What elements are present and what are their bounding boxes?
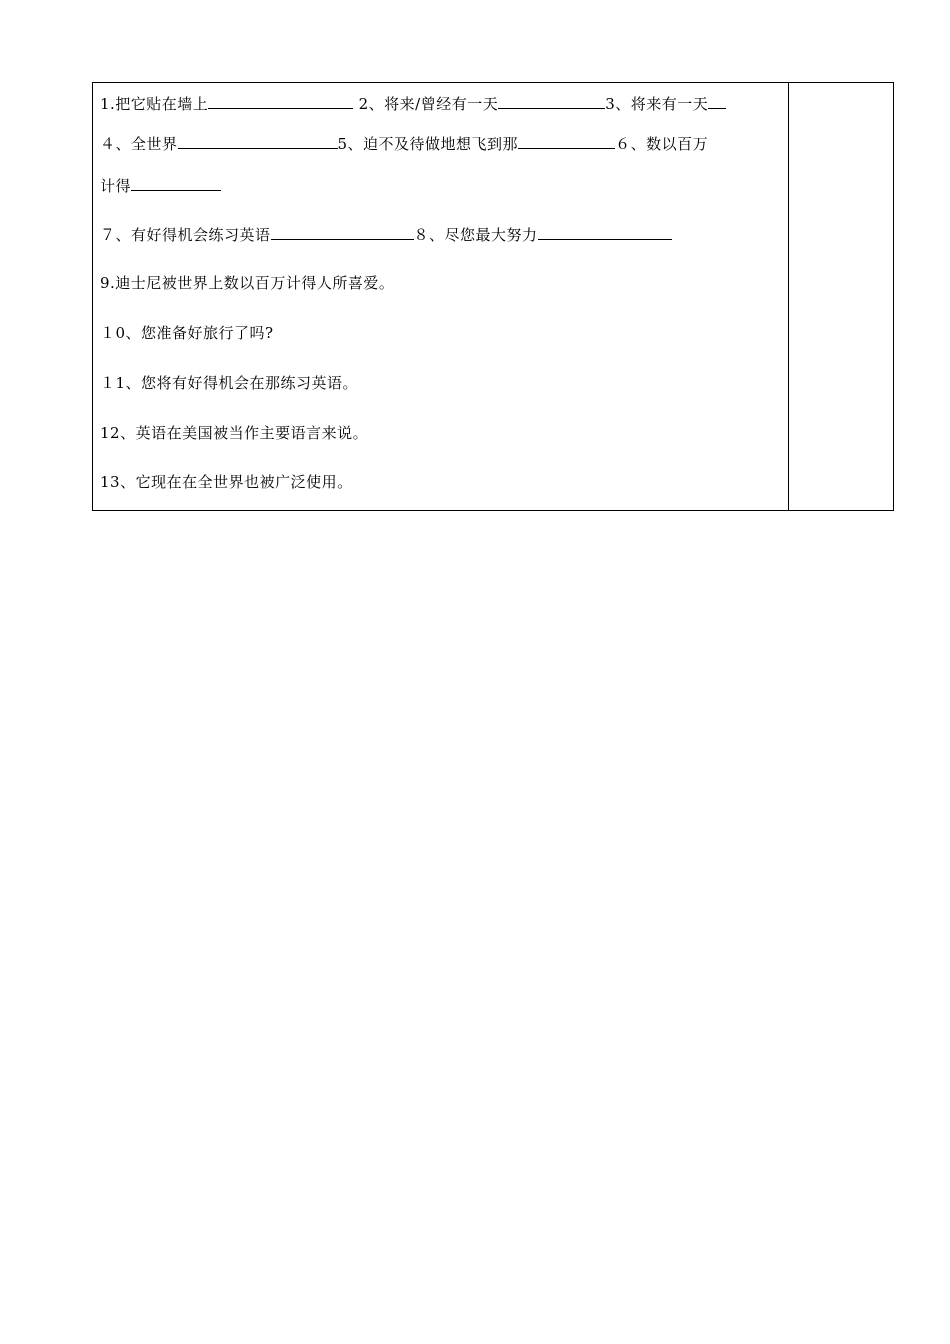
exercise-cell: [93, 83, 789, 511]
item-7-text: ７、有好得机会练习英语: [100, 226, 271, 244]
blank-4[interactable]: [178, 134, 338, 149]
item-1-text: 1.把它贴在墙上: [100, 95, 209, 113]
line-2: [100, 133, 708, 154]
sentence-13: 13、它现在在全世界也被广泛使用。: [100, 473, 353, 491]
line-3: [100, 175, 221, 196]
blank-3[interactable]: [708, 94, 726, 109]
item-4-text: ４、全世界: [100, 135, 178, 153]
item-5-text: 5、迫不及待做地想飞到那: [337, 135, 519, 153]
exercise-content: [93, 83, 788, 510]
blank-5[interactable]: [518, 134, 615, 149]
item-8-text: ８、尽您最大努力: [413, 226, 538, 244]
sentence-9: 9.迪士尼被世界上数以百万计得人所喜爱。: [100, 274, 395, 292]
line-1: [100, 93, 726, 114]
sentence-12: 12、英语在美国被当作主要语言来说。: [100, 424, 369, 442]
item-2-text: 2、将来/曾经有一天: [358, 95, 499, 113]
worksheet-table: [92, 82, 894, 511]
item-3-text: 3、将来有一天: [605, 95, 709, 113]
line-4: [100, 224, 672, 245]
blank-8[interactable]: [538, 225, 672, 240]
sentence-11: １1、您将有好得机会在那练习英语。: [100, 374, 359, 392]
blank-6[interactable]: [131, 176, 221, 191]
sentence-10: １0、您准备好旅行了吗?: [100, 324, 274, 342]
notes-cell: [789, 83, 894, 511]
blank-2[interactable]: [498, 94, 605, 109]
item-6-text: ６、数以百万: [615, 135, 709, 153]
item-6-cont-text: 计得: [100, 177, 132, 195]
blank-1[interactable]: [208, 94, 353, 109]
blank-7[interactable]: [271, 225, 414, 240]
